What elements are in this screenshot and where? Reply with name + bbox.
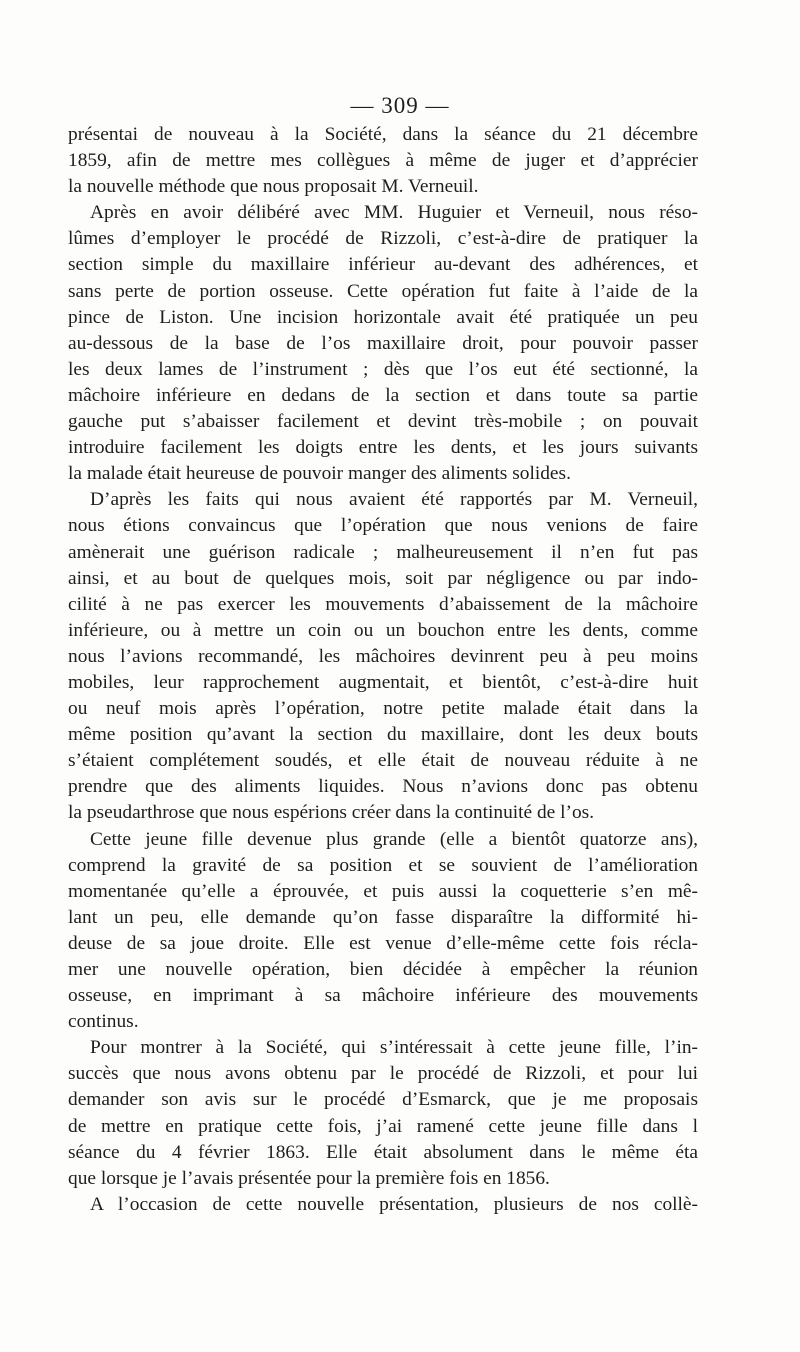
text-line: gauche put s’abaisser facilement et devint très-mobile ; on pouvait [68, 411, 698, 433]
text-line: de mettre en pratique cette fois, j’ai ramené cette jeune fille dans l [68, 1115, 698, 1137]
text-line: Pour montrer à la Société, qui s’intéressait à cette jeune fille, l’in- [90, 1037, 698, 1059]
text-line: mâchoire inférieure en dedans de la section et dans toute sa partie [68, 384, 698, 406]
text-line: ou neuf mois après l’opération, notre petite malade était dans la [68, 698, 698, 720]
text-line: les deux lames de l’instrument ; dès que l’os eut été sectionné, la [68, 358, 698, 380]
text-line: succès que nous avons obtenu par le procédé de Rizzoli, et pour lui [68, 1063, 698, 1085]
text-line: mobiles, leur rapprochement augmentait, et bientôt, c’est-à-dire huit [68, 671, 698, 693]
text-line: cilité à ne pas exercer les mouvements d’abaissement de la mâchoire [68, 593, 698, 615]
text-line: que lorsque je l’avais présentée pour la première fois en 1856. [68, 1167, 550, 1189]
text-line: même position qu’avant la section du maxillaire, dont les deux bouts [68, 724, 698, 746]
text-line: lant un peu, elle demande qu’on fasse disparaître la difformité hi- [68, 906, 698, 928]
text-line: s’étaient complétement soudés, et elle était de nouveau réduite à ne [68, 750, 698, 772]
text-line: A l’occasion de cette nouvelle présentation, plusieurs de nos collè- [90, 1193, 698, 1215]
text-line: mer une nouvelle opération, bien décidée à empêcher la réunion [68, 959, 698, 980]
text-line: deuse de sa joue droite. Elle est venue d’elle-même cette fois récla- [68, 932, 698, 954]
text-line: au-dessous de la base de l’os maxillaire droit, pour pouvoir passer [68, 332, 698, 354]
text-line: demander son avis sur le procédé d’Esmarck, que je me proposais [68, 1089, 698, 1111]
text-line: sans perte de portion osseuse. Cette opération fut faite à l’aide de la [68, 280, 698, 302]
text-line: momentanée qu’elle a éprouvée, et puis aussi la coquetterie s’en mê- [68, 880, 698, 902]
text-line: séance du 4 février 1863. Elle était absolument dans le même éta [68, 1141, 698, 1163]
body-text [68, 122, 698, 1218]
text-line: section simple du maxillaire inférieur au-devant des adhérences, et [68, 254, 698, 276]
text-line: nous l’avions recommandé, les mâchoires devinrent peu à peu moins [68, 645, 698, 667]
text-line: pince de Liston. Une incision horizontale avait été pratiquée un peu [68, 306, 698, 328]
text-line: introduire facilement les doigts entre les dents, et les jours suivants [68, 437, 698, 459]
page-number: — 309 — [350, 93, 450, 118]
text-line: la nouvelle méthode que nous proposait M. Verneuil. [68, 176, 479, 198]
text-line: la malade était heureuse de pouvoir manger des aliments solides. [68, 463, 571, 485]
text-line: ainsi, et au bout de quelques mois, soit par négligence ou par indo- [68, 567, 698, 589]
text-line: nous étions convaincus que l’opération que nous venions de faire [68, 515, 698, 537]
text-line: comprend la gravité de sa position et se souvient de l’amélioration [68, 854, 698, 876]
text-line: osseuse, en imprimant à sa mâchoire inférieure des mouvements [68, 985, 698, 1007]
text-line: présentai de nouveau à la Société, dans la séance du 21 décembre [68, 124, 698, 145]
text-line: continus. [68, 1011, 139, 1033]
text-line: lûmes d’employer le procédé de Rizzoli, c’est-à-dire de pratiquer la [68, 228, 698, 250]
text-line: amènerait une guérison radicale ; malheureusement il n’en fut pas [68, 541, 698, 563]
text-line: inférieure, ou à mettre un coin ou un bouchon entre les dents, comme [68, 619, 698, 641]
text-line: Après en avoir délibéré avec MM. Huguier et Verneuil, nous réso- [90, 202, 698, 224]
text-line: 1859, afin de mettre mes collègues à même de juger et d’apprécier [68, 150, 698, 172]
text-line: la pseudarthrose que nous espérions créer dans la continuité de l’os. [68, 802, 595, 824]
text-line: prendre que des aliments liquides. Nous n’avions donc pas obtenu [68, 776, 698, 798]
text-line: D’après les faits qui nous avaient été rapportés par M. Verneuil, [90, 489, 698, 511]
text-line: Cette jeune fille devenue plus grande (elle a bientôt quatorze ans), [90, 828, 698, 850]
